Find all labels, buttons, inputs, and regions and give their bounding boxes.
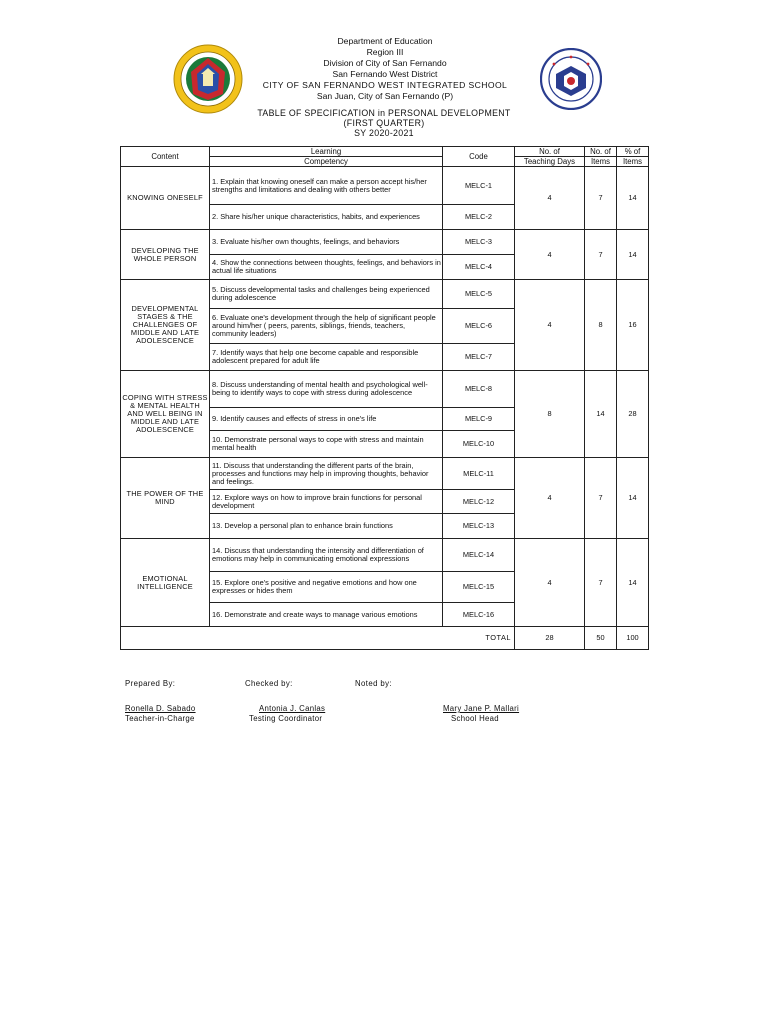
code-cell: MELC-6: [443, 309, 515, 344]
items-count-cell: 8: [585, 280, 617, 371]
document-title: [200, 108, 568, 138]
competency-cell: 10. Demonstrate personal ways to cope with stress and maintain mental health: [210, 431, 443, 458]
prepared-by-label: Prepared By:: [125, 679, 176, 688]
header-region: Region III: [366, 47, 404, 57]
noted-role: School Head: [451, 714, 499, 723]
content-topic-cell: DEVELOPMENTAL STAGES & THE CHALLENGES OF MIDDLE AND LATE ADOLESCENCE: [121, 280, 210, 371]
content-topic-cell: EMOTIONAL INTELLIGENCE: [121, 539, 210, 627]
header-days-bottom: Teaching Days: [515, 157, 585, 167]
code-cell: MELC-12: [443, 490, 515, 514]
items-percent-cell: 28: [617, 371, 649, 458]
content-topic-cell: COPING WITH STRESS & MENTAL HEALTH AND WELL BEING IN MIDDLE AND LATE ADOLESCENCE: [121, 371, 210, 458]
header-code: Code: [443, 147, 515, 167]
code-cell: MELC-14: [443, 539, 515, 572]
items-percent-cell: 14: [617, 539, 649, 627]
competency-cell: 15. Explore one's positive and negative emotions and how one expresses or hides them: [210, 572, 443, 603]
teaching-days-cell: 4: [515, 167, 585, 230]
teaching-days-cell: 8: [515, 371, 585, 458]
total-percent-cell: 100: [617, 627, 649, 650]
code-cell: MELC-15: [443, 572, 515, 603]
header-pct-top: % of: [617, 147, 649, 157]
noted-name: Mary Jane P. Mallari: [443, 704, 520, 713]
items-count-cell: 14: [585, 371, 617, 458]
total-label: TOTAL: [121, 627, 515, 650]
competency-cell: 9. Identify causes and effects of stress in one's life: [210, 408, 443, 431]
competency-cell: 8. Discuss understanding of mental health and psychological well-being to identify ways to cope with stress during adolescence: [210, 371, 443, 408]
title-line-1: TABLE OF SPECIFICATION in PERSONAL DEVELOPMENT: [257, 108, 511, 118]
competency-cell: 13. Develop a personal plan to enhance brain functions: [210, 514, 443, 539]
total-days-cell: 28: [515, 627, 585, 650]
teaching-days-cell: 4: [515, 539, 585, 627]
total-row: [121, 627, 649, 650]
header-content: Content: [121, 147, 210, 167]
code-cell: MELC-7: [443, 344, 515, 371]
table-row: [121, 167, 649, 205]
items-count-cell: 7: [585, 167, 617, 230]
competency-cell: 11. Discuss that understanding the different parts of the brain, processes and functions may help in improving thoughts, behavior and feelings.: [210, 458, 443, 490]
code-cell: MELC-1: [443, 167, 515, 205]
content-topic-cell: KNOWING ONESELF: [121, 167, 210, 230]
code-cell: MELC-9: [443, 408, 515, 431]
table-header-row: [121, 147, 649, 157]
competency-cell: 14. Discuss that understanding the intensity and differentiation of emotions may help in communicating emotional expressions: [210, 539, 443, 572]
competency-cell: 5. Discuss developmental tasks and challenges being experienced during adolescence: [210, 280, 443, 309]
header-district: San Fernando West District: [332, 69, 438, 79]
total-items-cell: 50: [585, 627, 617, 650]
competency-cell: 4. Show the connections between thoughts, feelings, and behaviors in actual life situations: [210, 255, 443, 280]
code-cell: MELC-3: [443, 230, 515, 255]
competency-cell: 12. Explore ways on how to improve brain functions for personal development: [210, 490, 443, 514]
code-cell: MELC-13: [443, 514, 515, 539]
title-line-3: SY 2020-2021: [354, 128, 414, 138]
header-pct-bottom: Items: [617, 157, 649, 167]
header-days-top: No. of: [515, 147, 585, 157]
items-percent-cell: 14: [617, 458, 649, 539]
code-cell: MELC-4: [443, 255, 515, 280]
header-department: Department of Education: [337, 36, 433, 46]
table-row: [121, 539, 649, 572]
header-school-name: CITY OF SAN FERNANDO WEST INTEGRATED SCHOOL: [262, 80, 508, 90]
content-topic-cell: THE POWER OF THE MIND: [121, 458, 210, 539]
competency-cell: 7. Identify ways that help one become capable and responsible adolescent prepared for adult life: [210, 344, 443, 371]
competency-cell: 16. Demonstrate and create ways to manage various emotions: [210, 603, 443, 627]
code-cell: MELC-8: [443, 371, 515, 408]
table-row: [121, 458, 649, 490]
header-items-bottom: Items: [585, 157, 617, 167]
items-percent-cell: 14: [617, 230, 649, 280]
signature-checked: [249, 704, 325, 724]
signature-noted: [443, 704, 519, 724]
school-header: [220, 36, 550, 102]
competency-cell: 2. Share his/her unique characteristics, habits, and experiences: [210, 205, 443, 230]
items-percent-cell: 16: [617, 280, 649, 371]
code-cell: MELC-16: [443, 603, 515, 627]
header-address: San Juan, City of San Fernando (P): [316, 91, 454, 101]
items-count-cell: 7: [585, 230, 617, 280]
signature-prepared: [125, 704, 196, 724]
content-topic-cell: DEVELOPING THE WHOLE PERSON: [121, 230, 210, 280]
competency-cell: 3. Evaluate his/her own thoughts, feelings, and behaviors: [210, 230, 443, 255]
noted-by-label: Noted by:: [355, 679, 392, 688]
prepared-role: Teacher-in-Charge: [125, 714, 195, 723]
checked-by-label: Checked by:: [245, 679, 293, 688]
code-cell: MELC-5: [443, 280, 515, 309]
header-items-top: No. of: [585, 147, 617, 157]
code-cell: MELC-10: [443, 431, 515, 458]
code-cell: MELC-11: [443, 458, 515, 490]
items-count-cell: 7: [585, 539, 617, 627]
table-row: [121, 230, 649, 255]
checked-role: Testing Coordinator: [249, 714, 323, 723]
items-count-cell: 7: [585, 458, 617, 539]
header-learning: Learning: [210, 147, 443, 157]
prepared-name: Ronella D. Sabado: [125, 704, 196, 713]
competency-cell: 6. Evaluate one's development through the help of significant people around him/her ( peers, parents, siblings, friends, teachers, community leaders): [210, 309, 443, 344]
header-competency: Competency: [210, 157, 443, 167]
competency-cell: 1. Explain that knowing oneself can make a person accept his/her strengths and limitations and dealing with others better: [210, 167, 443, 205]
checked-name: Antonia J. Canlas: [259, 704, 326, 713]
teaching-days-cell: 4: [515, 230, 585, 280]
header-division: Division of City of San Fernando: [323, 58, 447, 68]
title-line-2: (FIRST QUARTER): [343, 118, 425, 128]
code-cell: MELC-2: [443, 205, 515, 230]
teaching-days-cell: 4: [515, 458, 585, 539]
items-percent-cell: 14: [617, 167, 649, 230]
table-row: [121, 280, 649, 309]
teaching-days-cell: 4: [515, 280, 585, 371]
table-row: [121, 371, 649, 408]
specification-table: [120, 146, 649, 650]
